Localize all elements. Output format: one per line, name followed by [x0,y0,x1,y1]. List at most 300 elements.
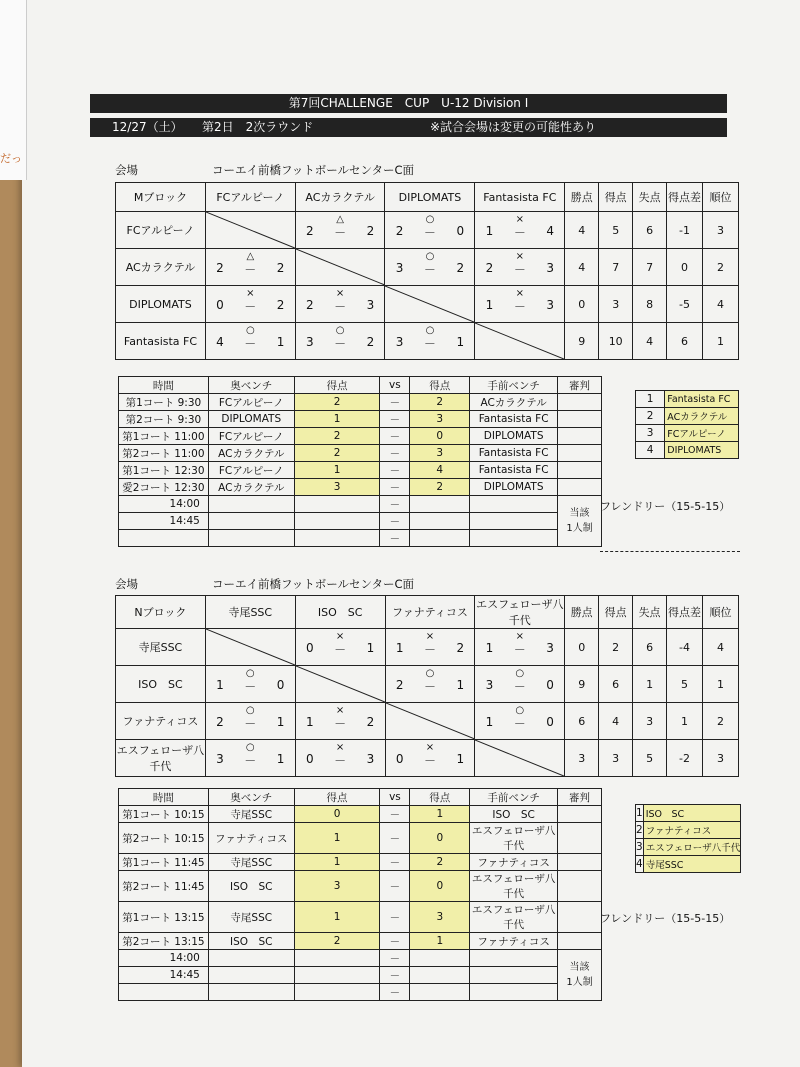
home-team: ACカラクテル [208,445,294,462]
extra-time: 14:45 [119,513,209,530]
match-result-cell: ○ 3 － 2 [295,323,385,360]
stat-value: 1 [633,666,667,703]
left-paper-edge [0,0,27,180]
stat-value: 9 [565,666,599,703]
referee-cell [558,462,602,479]
vs-separator: － [380,394,410,411]
schedule-header: 審判 [558,789,602,806]
row-team: ACカラクテル [116,249,206,286]
score-away: 0 [456,224,465,238]
score-away: 3 [546,298,555,312]
away-team: Fantasista FC [470,462,558,479]
match-time: 第1コート 11:00 [119,428,209,445]
home-team: DIPLOMATS [208,411,294,428]
schedule-header: 得点 [294,377,380,394]
rank-position: 2 [636,408,665,425]
score-home: 3 [395,335,404,349]
vs-separator: － [380,428,410,445]
stat-header: 失点 [633,183,667,212]
match-result-cell: × 2 － 3 [475,249,565,286]
rank-position: 1 [636,391,665,408]
stat-value: 1 [702,666,738,703]
edge-text: だっ [0,152,22,165]
score-away: 3 [546,261,555,275]
score-away: 3 [366,298,375,312]
schedule-header: 手前ベンチ [470,377,558,394]
score-home: 0 [395,752,404,766]
score-home: 1 [485,298,494,312]
referee-cell [558,394,602,411]
rank-position: 4 [636,442,665,459]
result-mark: ○ [425,668,435,679]
score-away: 1 [366,641,375,655]
away-score: 0 [410,871,470,902]
stat-value: -5 [667,286,703,323]
home-score: 2 [294,933,380,950]
stat-value: 5 [667,666,703,703]
away-score: 0 [410,823,470,854]
vs-separator: － [380,462,410,479]
result-mark: × [515,288,525,299]
home-score: 1 [294,411,380,428]
schedule-header: 得点 [294,789,380,806]
score-home: 1 [485,224,494,238]
score-away: 3 [366,752,375,766]
schedule-header: vs [380,789,410,806]
result-mark: ○ [245,705,255,716]
match-result-cell: ○ 4 － 1 [205,323,295,360]
home-team: ACカラクテル [208,479,294,496]
match-result-cell: ○ 1 － 0 [475,703,565,740]
score-away: 2 [456,641,465,655]
home-team: ファナティコス [208,823,294,854]
away-score: 3 [410,445,470,462]
row-team: Fantasista FC [116,323,206,360]
rank-team: Fantasista FC [665,391,739,408]
self-match-cell [385,703,475,740]
extra-time: 14:00 [119,496,209,513]
referee-cell [558,871,602,902]
away-team: エスフェローザ八千代 [470,902,558,933]
stat-header: 失点 [633,596,667,629]
score-home: 3 [485,678,494,692]
stat-value: 3 [599,740,633,777]
score-away: 2 [366,335,375,349]
vs-separator: － [380,854,410,871]
stat-value: 4 [565,249,599,286]
match-time: 第1コート 12:30 [119,462,209,479]
block-name: Nブロック [116,596,206,629]
referee-cell [558,806,602,823]
home-team: ISO SC [208,871,294,902]
rank-team: エスフェローザ八千代 [643,839,741,856]
match-time: 第2コート 10:15 [119,823,209,854]
venue-label: 会場 [115,163,138,177]
stat-header: 順位 [702,596,738,629]
vs-separator: － [380,933,410,950]
result-mark: ○ [335,325,345,336]
result-mark: △ [336,214,344,225]
round-robin-table [115,595,739,777]
extra-time: 14:00 [119,950,209,967]
round-robin-table [115,182,739,360]
score-home: 3 [395,261,404,275]
match-result-cell: ○ 1 － 0 [205,666,295,703]
match-result-cell: × 0 － 3 [295,740,385,777]
stat-value: 2 [703,249,739,286]
self-match-cell [475,740,565,777]
score-home: 3 [305,335,314,349]
match-result-cell: ○ 2 － 1 [385,666,475,703]
stat-value: 4 [633,323,667,360]
stat-value: 5 [599,212,633,249]
schedule-header: vs [380,377,410,394]
away-score: 1 [410,806,470,823]
match-time: 第1コート 11:45 [119,854,209,871]
stat-header: 得点差 [667,596,703,629]
referee-cell [558,823,602,854]
match-result-cell: △ 2 － 2 [205,249,295,286]
vs-separator: － [380,871,410,902]
result-mark: × [335,705,345,716]
away-team: ファナティコス [470,854,558,871]
result-mark: ○ [425,214,435,225]
home-team: FCアルピーノ [208,462,294,479]
match-result-cell: × 1 － 4 [475,212,565,249]
ranking-table [635,390,739,459]
match-result-cell: △ 2 － 2 [295,212,385,249]
stat-header: 得点 [599,183,633,212]
score-away: 0 [276,678,285,692]
match-time: 第2コート 11:00 [119,445,209,462]
score-home: 2 [395,678,404,692]
score-home: 0 [305,641,314,655]
stat-header: 得点 [599,596,633,629]
stat-value: 3 [703,212,739,249]
stat-value: 3 [633,703,667,740]
score-home: 2 [305,224,314,238]
away-team: DIPLOMATS [470,479,558,496]
vs-separator: － [380,479,410,496]
result-mark: ○ [515,705,525,716]
home-score: 1 [294,823,380,854]
referee-cell [558,479,602,496]
match-result-cell: × 1 － 2 [295,703,385,740]
score-away: 4 [546,224,555,238]
score-home: 1 [216,678,224,692]
rank-position: 3 [636,839,644,856]
score-away: 1 [276,335,285,349]
stat-value: 10 [599,323,633,360]
stat-value: 5 [633,740,667,777]
match-time: 第1コート 10:15 [119,806,209,823]
schedule-header: 時間 [119,789,209,806]
result-mark: × [425,742,435,753]
score-home: 2 [395,224,404,238]
away-team: Fantasista FC [470,445,558,462]
vs-separator: － [380,411,410,428]
stat-header: 得点差 [667,183,703,212]
result-mark: △ [246,251,255,262]
notice-label: ※試合会場は変更の可能性あり [430,120,597,134]
result-mark: × [515,631,524,642]
column-team: Fantasista FC [475,183,565,212]
home-team: 寺尾SSC [208,854,294,871]
self-match-cell [385,286,475,323]
extra-time [119,530,209,547]
result-mark: ○ [425,251,435,262]
schedule-header: 審判 [558,377,602,394]
result-mark: × [335,631,345,642]
result-mark: × [335,288,345,299]
score-away: 1 [276,715,285,729]
away-team: ISO SC [470,806,558,823]
document-title: 第7回CHALLENGE CUP U-12 Division Ⅰ [90,94,727,113]
match-time: 第2コート 11:45 [119,871,209,902]
home-score: 2 [294,428,380,445]
referee-note: 当該 1人制 [558,496,602,547]
away-team: ACカラクテル [470,394,558,411]
stat-value: 4 [565,212,599,249]
away-score: 2 [410,394,470,411]
stat-value: 1 [703,323,739,360]
match-result-cell: × 1 － 3 [475,629,565,666]
schedule-header: 得点 [410,377,470,394]
score-home: 0 [305,752,314,766]
row-team: ISO SC [116,666,206,703]
result-mark: × [425,631,435,642]
column-team: エスフェローザ八千代 [475,596,565,629]
score-home: 4 [216,335,224,349]
rank-position: 3 [636,425,665,442]
score-home: 2 [305,298,314,312]
home-team: FCアルピーノ [208,394,294,411]
referee-cell [558,933,602,950]
referee-cell [558,445,602,462]
vs-separator: － [380,806,410,823]
stat-value: 6 [565,703,599,740]
home-team: ISO SC [208,933,294,950]
match-time: 第1コート 9:30 [119,394,209,411]
match-result-cell: ○ 3 － 0 [475,666,565,703]
away-score: 4 [410,462,470,479]
away-score: 3 [410,411,470,428]
match-result-cell: × 2 － 3 [295,286,385,323]
referee-cell [558,411,602,428]
stat-value: 6 [633,629,667,666]
score-away: 1 [456,752,465,766]
score-home: 1 [395,641,404,655]
stat-value: 6 [667,323,703,360]
score-away: 3 [546,641,554,655]
stat-value: 4 [702,629,738,666]
score-home: 3 [216,752,224,766]
referee-cell [558,428,602,445]
result-mark: × [515,214,525,225]
venue-name: コーエイ前橋フットボールセンターC面 [212,163,415,177]
block-name: Mブロック [116,183,206,212]
rank-team: ISO SC [643,805,741,822]
stat-header: 勝点 [565,183,599,212]
stat-value: 4 [703,286,739,323]
schedule-header: 奥ベンチ [208,789,294,806]
stat-value: -1 [667,212,703,249]
match-time: 第1コート 13:15 [119,902,209,933]
schedule-header: 手前ベンチ [470,789,558,806]
away-team: エスフェローザ八千代 [470,871,558,902]
stat-value: 0 [667,249,703,286]
self-match-cell [295,249,385,286]
rank-position: 4 [636,856,644,873]
away-team: ファナティコス [470,933,558,950]
referee-cell [558,854,602,871]
stat-value: 3 [702,740,738,777]
home-team: FCアルピーノ [208,428,294,445]
score-away: 0 [546,678,554,692]
away-score: 1 [410,933,470,950]
row-team: ファナティコス [116,703,206,740]
schedule-header: 時間 [119,377,209,394]
score-home: 1 [485,715,494,729]
extra-time: 14:45 [119,967,209,984]
score-away: 2 [276,261,285,275]
stat-value: 2 [702,703,738,740]
column-team: 寺尾SSC [205,596,295,629]
self-match-cell [475,323,565,360]
score-away: 2 [366,224,375,238]
rank-team: ファナティコス [643,822,741,839]
friendly-note: フレンドリー（15-5-15） [600,912,731,925]
stat-value: 3 [565,740,599,777]
dashed-divider [600,551,740,552]
score-home: 2 [216,715,224,729]
row-team: エスフェローザ八千代 [116,740,206,777]
date-label: 12/27（土） [112,120,183,134]
home-score: 1 [294,902,380,933]
stat-value: 0 [565,629,599,666]
away-score: 0 [410,428,470,445]
home-score: 2 [294,394,380,411]
home-team: 寺尾SSC [208,806,294,823]
away-score: 2 [410,479,470,496]
stat-header: 順位 [703,183,739,212]
venue-name: コーエイ前橋フットボールセンターC面 [212,577,415,591]
result-mark: ○ [245,668,255,679]
match-time: 第2コート 13:15 [119,933,209,950]
home-score: 1 [294,462,380,479]
vs-separator: － [380,902,410,933]
score-home: 2 [485,261,494,275]
schedule-header: 得点 [410,789,470,806]
away-team: Fantasista FC [470,411,558,428]
stat-value: 0 [565,286,599,323]
stat-value: 8 [633,286,667,323]
away-score: 3 [410,902,470,933]
self-match-cell [205,212,295,249]
rank-team: FCアルピーノ [665,425,739,442]
result-mark: ○ [245,742,255,753]
match-result-cell: × 0 － 2 [205,286,295,323]
result-mark: ○ [515,668,525,679]
home-score: 0 [294,806,380,823]
away-score: 2 [410,854,470,871]
score-away: 2 [456,261,465,275]
stat-value: 4 [599,703,633,740]
row-team: DIPLOMATS [116,286,206,323]
referee-note: 当該 1人制 [558,950,602,1001]
stat-value: 7 [633,249,667,286]
vs-separator: － [380,445,410,462]
column-team: ISO SC [295,596,385,629]
away-team: DIPLOMATS [470,428,558,445]
match-result-cell: × 0 － 1 [385,740,475,777]
column-team: FCアルピーノ [205,183,295,212]
result-mark: × [335,742,345,753]
match-result-cell: ○ 3 － 1 [385,323,475,360]
schedule-header: 奥ベンチ [208,377,294,394]
score-home: 0 [216,298,224,312]
schedule-table: 時間 奥ベンチ 得点 vs 得点 手前ベンチ 審判 第1コート 10:15 寺尾SSC 0 － 1 ISO SC 第2コート 10:15 ファナティコス 1 － 0 エスフェローザ八千代 第1コート 11:45 寺尾SSC 1 － 2 ファナティコス 第2コート 11:45 ISO SC 3 － 0 エスフェローザ八千代 第1コート 13:15 寺尾SSC 1 － 3 エスフェローザ八千代 第2コート 13:15 ISO SC 2 － 1 ファナティコス 14:00 － 当該 1人制 14:45 － － [118,788,602,1001]
score-away: 1 [456,678,465,692]
match-result-cell: ○ 3 － 2 [385,249,475,286]
rank-position: 2 [636,822,644,839]
match-result-cell: × 1 － 2 [385,629,475,666]
column-team: DIPLOMATS [385,183,475,212]
stat-header: 勝点 [565,596,599,629]
stat-value: 7 [599,249,633,286]
score-away: 2 [276,298,285,312]
rank-team: 寺尾SSC [643,856,741,873]
self-match-cell [295,666,385,703]
subtitle-bar [90,118,727,137]
away-team: エスフェローザ八千代 [470,823,558,854]
match-result-cell: ○ 2 － 0 [385,212,475,249]
match-time: 愛2コート 12:30 [119,479,209,496]
round-label: 第2日 2次ラウンド [202,120,314,134]
column-team: ファナティコス [385,596,475,629]
stat-value: 9 [565,323,599,360]
result-mark: × [246,288,255,299]
match-result-cell: × 0 － 1 [295,629,385,666]
vs-separator: － [380,823,410,854]
score-away: 2 [366,715,375,729]
friendly-note: フレンドリー（15-5-15） [600,500,731,513]
extra-time [119,984,209,1001]
stat-value: 1 [667,703,703,740]
rank-team: DIPLOMATS [665,442,739,459]
match-result-cell: × 1 － 3 [475,286,565,323]
home-team: 寺尾SSC [208,902,294,933]
home-score: 3 [294,871,380,902]
stat-value: 6 [599,666,633,703]
score-away: 0 [546,715,554,729]
ranking-table [635,804,741,873]
stat-value: -4 [667,629,703,666]
result-mark: × [515,251,525,262]
match-result-cell: ○ 2 － 1 [205,703,295,740]
home-score: 1 [294,854,380,871]
score-home: 2 [216,261,224,275]
score-home: 1 [305,715,314,729]
stat-value: 6 [633,212,667,249]
match-result-cell: ○ 3 － 1 [205,740,295,777]
result-mark: ○ [425,325,435,336]
schedule-table: 時間 奥ベンチ 得点 vs 得点 手前ベンチ 審判 第1コート 9:30 FCアルピーノ 2 － 2 ACカラクテル 第2コート 9:30 DIPLOMATS 1 － 3 Fantasista FC 第1コート 11:00 FCアルピーノ 2 － 0 DIPLOMATS 第2コート 11:00 ACカラクテル 2 － 3 Fantasista FC 第1コート 12:30 FCアルピーノ 1 － 4 Fantasista FC 愛2コート 12:30 ACカラクテル 3 － 2 DIPLOMATS 14:00 － 当該 1人制 14:45 － － [118,376,602,547]
venue-label: 会場 [115,577,138,591]
score-away: 1 [456,335,465,349]
stat-value: 2 [599,629,633,666]
column-team: ACカラクテル [295,183,385,212]
